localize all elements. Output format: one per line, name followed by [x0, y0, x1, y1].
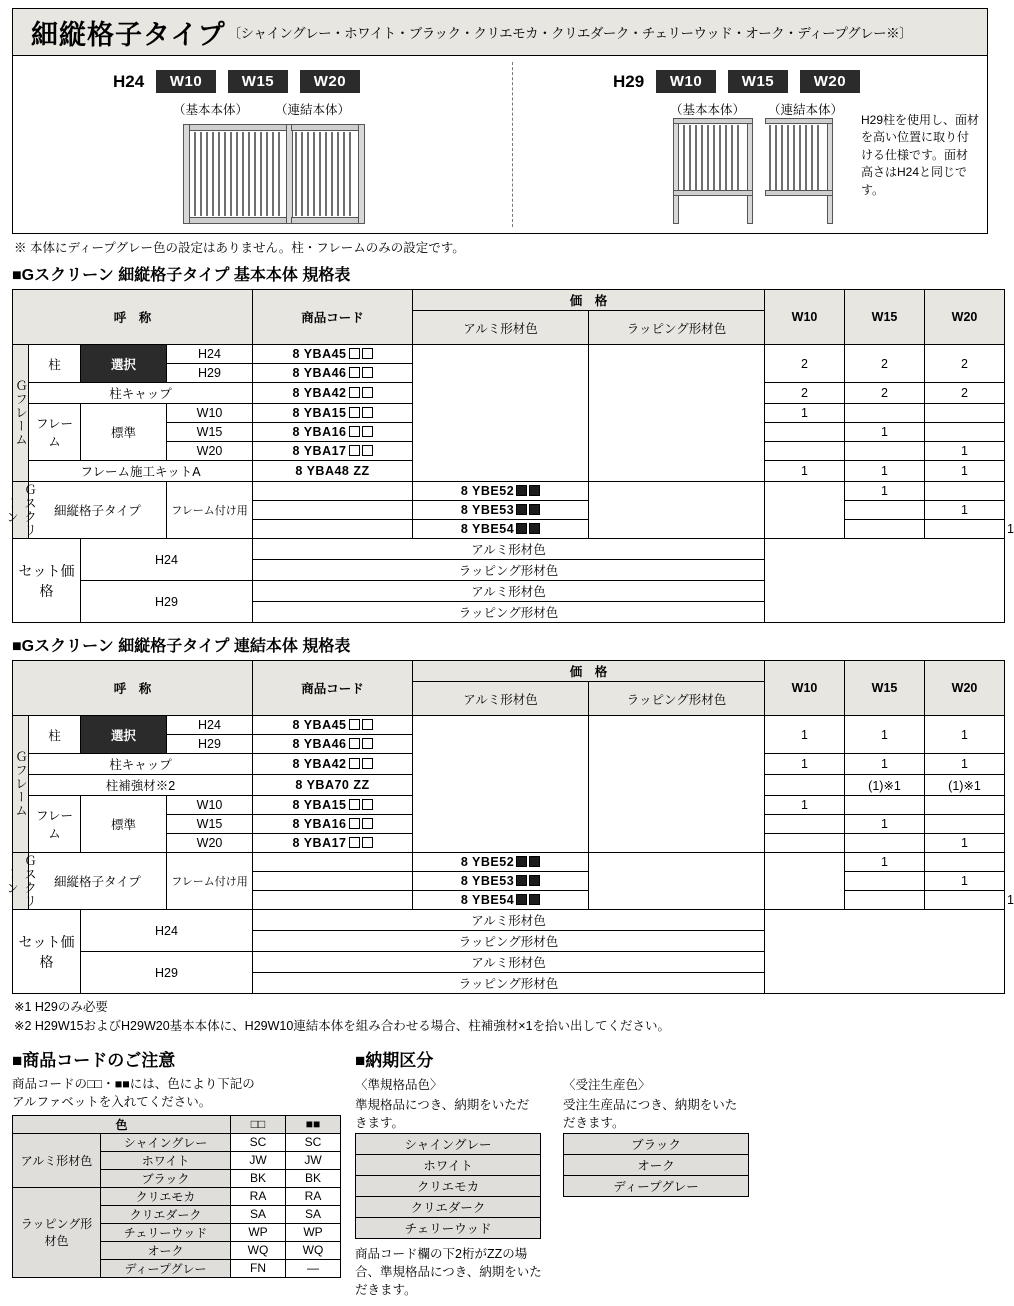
fence-illustration-h24-link [291, 124, 365, 224]
color-white-0: SC [231, 1133, 286, 1151]
delivery-order-item-1: オーク [564, 1154, 749, 1175]
color-black-7: — [286, 1259, 341, 1277]
delivery-block [355, 1046, 988, 1299]
t2-r5-w20 [925, 815, 1005, 834]
t1-r6-w15: 1 [845, 461, 925, 482]
delivery-order-table [563, 1133, 749, 1197]
chip-w20-left: W20 [300, 70, 360, 93]
t1-r3-w20 [925, 404, 1005, 423]
color-name-0: シャイングレー [101, 1133, 231, 1151]
t2-r6-w20: 1 [925, 834, 1005, 853]
t2-r5-w10 [765, 815, 845, 834]
color-white-4: SA [231, 1205, 286, 1223]
chip-w20-right: W20 [800, 70, 860, 93]
t2-setprice-kind-3: ラッピング形材色 [253, 973, 765, 994]
t1-r5-code: 8 YBA17 [253, 442, 413, 461]
color-black-1: JW [286, 1151, 341, 1169]
footnote-top: ※ 本体にディープグレー色の設定はありません。柱・フレームのみの設定です。 [14, 241, 465, 255]
list-item [356, 1196, 541, 1217]
t1-r0-c3: H24 [167, 345, 253, 364]
delivery-standard-table [355, 1133, 541, 1239]
t1-header-name: 呼 称 [13, 290, 253, 345]
color-table-header-white: □□ [231, 1115, 286, 1133]
t1-r4-c3: W15 [167, 423, 253, 442]
color-table-header-black: ■■ [286, 1115, 341, 1133]
delivery-standard-item-2: クリエモカ [356, 1175, 541, 1196]
t1-setprice-h29: H29 [81, 581, 253, 623]
t2-setprice-kind-0: アルミ形材色 [253, 910, 765, 931]
t1-setprice-label: セット価格 [13, 539, 81, 623]
t1-r0-w20: 2 [925, 345, 1005, 383]
t2-r7-w15 [925, 853, 1005, 872]
delivery-order-desc: 受注生産品につき、納期をいただきます。 [563, 1097, 738, 1130]
t2-setprice-h24: H24 [81, 910, 253, 952]
t1-r4-w20 [925, 423, 1005, 442]
t1-r3-c2: 標準 [81, 404, 167, 461]
t2-r2-w15: 1 [845, 754, 925, 775]
delivery-order-head: 〈受注生産色〉 [563, 1077, 651, 1092]
list-item [356, 1217, 541, 1238]
delivery-standard-item-1: ホワイト [356, 1154, 541, 1175]
t2-r4-c1: フレーム [29, 796, 81, 853]
t2-r5-w15: 1 [845, 815, 925, 834]
t1-r2-code: 8 YBA42 [253, 383, 413, 404]
code-note-title: ■商品コードのご注意 [12, 1050, 176, 1070]
color-white-2: BK [231, 1169, 286, 1187]
color-black-0: SC [286, 1133, 341, 1151]
caption-base-left: （基本本体） [173, 103, 249, 117]
caption-link-left: （連結本体） [275, 103, 351, 117]
t2-r4-w15 [845, 796, 925, 815]
color-black-6: WQ [286, 1241, 341, 1259]
section-title-table2: ■Gスクリーン 細縦格子タイプ 連結本体 規格表 [12, 638, 351, 655]
t1-r3-w10: 1 [765, 404, 845, 423]
t2-header-price-alumi: アルミ形材色 [413, 682, 589, 716]
t2-r0-w15: 1 [845, 716, 925, 754]
t1-r7-c2: フレーム付け用 [167, 482, 253, 539]
t1-r8-w10 [845, 501, 925, 520]
footnote-2: ※2 H29W15およびH29W20基本本体に、H29W10連結本体を組み合わせる場合、柱補強材×1を拾い出してください。 [14, 1018, 671, 1033]
illustration-note: H29柱を使用し、面材を高い位置に取り付ける仕様です。面材高さはH24と同じです。 [861, 113, 980, 197]
t2-r4-code: 8 YBA15 [253, 796, 413, 815]
table-row [13, 1187, 341, 1205]
delivery-standard-head: 〈準規格品色〉 [355, 1077, 443, 1092]
t2-r6-w15 [845, 834, 925, 853]
table-row [13, 1133, 341, 1151]
t2-setprice-label: セット価格 [13, 910, 81, 994]
t2-r2-code: 8 YBA42 [253, 754, 413, 775]
list-item [564, 1175, 749, 1196]
illustration-right-heading [613, 70, 860, 93]
t2-r3-w20: (1)※1 [925, 775, 1005, 796]
t2-r0-c2: 選択 [81, 716, 167, 754]
color-white-7: FN [231, 1259, 286, 1277]
t2-r0-c3: H24 [167, 716, 253, 735]
t2-r7-w10: 1 [845, 853, 925, 872]
t1-r4-code: 8 YBA16 [253, 423, 413, 442]
list-item [564, 1154, 749, 1175]
t2-group-gframe: Ｇフレーム [13, 716, 29, 853]
page-title: 細縦格子タイプ [31, 19, 226, 50]
t1-header-price: 価 格 [413, 290, 765, 311]
delivery-standard-desc: 準規格品につき、納期をいただきます。 [355, 1097, 530, 1130]
illustration-panel [12, 56, 988, 234]
t2-header-price-wrap: ラッピング形材色 [589, 682, 765, 716]
t1-r2-w15: 2 [845, 383, 925, 404]
t2-r9-w15 [925, 891, 1005, 910]
t2-r6-c3: W20 [167, 834, 253, 853]
delivery-order-col [563, 1075, 749, 1299]
t2-r1-code: 8 YBA46 [253, 735, 413, 754]
t2-r2-c1: 柱キャップ [29, 754, 253, 775]
delivery-note: 商品コード欄の下2桁がZZの場合、準規格品につき、納期をいただきます。 [355, 1246, 542, 1297]
section-title-table1: ■Gスクリーン 細縦格子タイプ 基本本体 規格表 [12, 267, 351, 284]
t1-group-gscreen: Ｇスクリーン [4, 483, 37, 537]
t2-r3-code: 8 YBA70 ZZ [253, 775, 413, 796]
fence-illustration-h29-base [673, 118, 753, 224]
t1-setprice-kind-1: ラッピング形材色 [253, 560, 765, 581]
t2-r8-w10 [845, 872, 925, 891]
t2-r0-w10: 1 [765, 716, 845, 754]
height-label-h29: H29 [613, 71, 645, 91]
t1-r6-code: 8 YBA48 ZZ [253, 461, 413, 482]
code-note-block [12, 1046, 341, 1299]
color-name-7: ディープグレー [101, 1259, 231, 1277]
t1-r8-code: 8 YBE53 [413, 501, 589, 520]
t1-r7-w10: 1 [845, 482, 925, 501]
t2-r7-code: 8 YBE52 [413, 853, 589, 872]
t2-r6-code: 8 YBA17 [253, 834, 413, 853]
caption-base-right: （基本本体） [670, 103, 746, 117]
t1-setprice-h24: H24 [81, 539, 253, 581]
delivery-order-item-0: ブラック [564, 1133, 749, 1154]
t2-header-w10: W10 [765, 661, 845, 716]
t2-r4-w20 [925, 796, 1005, 815]
t1-r7-w15 [925, 482, 1005, 501]
color-group-wrap: ラッピング形材色 [13, 1187, 101, 1277]
table-row [13, 716, 1005, 735]
delivery-title: ■納期区分 [355, 1050, 434, 1070]
delivery-standard-item-0: シャイングレー [356, 1133, 541, 1154]
t1-setprice-kind-3: ラッピング形材色 [253, 602, 765, 623]
panel-divider [512, 62, 513, 227]
t1-r0-c1: 柱 [29, 345, 81, 383]
t1-r4-w15: 1 [845, 423, 925, 442]
page-root [0, 8, 1014, 1306]
table-row [13, 482, 1005, 501]
t2-r3-w15: (1)※1 [845, 775, 925, 796]
list-item [356, 1154, 541, 1175]
list-item [356, 1133, 541, 1154]
t1-r5-w10 [765, 442, 845, 461]
t1-r4-w10 [765, 423, 845, 442]
t2-group-gscreen: Ｇスクリーン [4, 854, 37, 908]
color-name-3: クリエモカ [101, 1187, 231, 1205]
t2-header-code: 商品コード [253, 661, 413, 716]
table-row [13, 345, 1005, 364]
color-table-header-color: 色 [13, 1115, 231, 1133]
delivery-standard-item-3: クリエダーク [356, 1196, 541, 1217]
height-label-h24: H24 [113, 71, 145, 91]
t1-r0-c2: 選択 [81, 345, 167, 383]
color-black-5: WP [286, 1223, 341, 1241]
list-item [564, 1133, 749, 1154]
t2-r3-c1: 柱補強材※2 [29, 775, 253, 796]
table-row [13, 853, 1005, 872]
t1-r3-c3: W10 [167, 404, 253, 423]
color-white-3: RA [231, 1187, 286, 1205]
t1-r9-code: 8 YBE54 [413, 520, 589, 539]
table-row: 8 YBE54 1 [13, 891, 1005, 910]
spec-table-linked [4, 660, 1014, 994]
t1-r3-c1: フレーム [29, 404, 81, 461]
bottom-section [12, 1046, 988, 1299]
t1-r3-w15 [845, 404, 925, 423]
chip-w10-right: W10 [656, 70, 716, 93]
t2-r3-w10 [765, 775, 845, 796]
t2-r4-w10: 1 [765, 796, 845, 815]
t1-r9-w15 [925, 520, 1005, 539]
t1-r5-w20: 1 [925, 442, 1005, 461]
delivery-order-item-2: ディープグレー [564, 1175, 749, 1196]
t2-setprice-h29: H29 [81, 952, 253, 994]
t1-r7-c1: 細縦格子タイプ [29, 482, 167, 539]
t1-setprice-kind-2: アルミ形材色 [253, 581, 765, 602]
list-item [356, 1175, 541, 1196]
t1-header-w15: W15 [845, 290, 925, 345]
t2-r8-w15: 1 [925, 872, 1005, 891]
t1-setprice-kind-0: アルミ形材色 [253, 539, 765, 560]
t1-r2-w20: 2 [925, 383, 1005, 404]
footnote-1: ※1 H29のみ必要 [14, 1000, 108, 1014]
t1-r7-code: 8 YBE52 [413, 482, 589, 501]
color-name-2: ブラック [101, 1169, 231, 1187]
t1-header-w20: W20 [925, 290, 1005, 345]
t2-r2-w10: 1 [765, 754, 845, 775]
fence-illustration-h24-base [183, 124, 293, 224]
page-subtitle: 〔シャイングレー・ホワイト・ブラック・クリエモカ・クリエダーク・チェリーウッド・オーク・ディープグレー※〕 [227, 26, 913, 41]
t2-header-price: 価 格 [413, 661, 765, 682]
t1-r1-code: 8 YBA46 [253, 364, 413, 383]
t1-r2-w10: 2 [765, 383, 845, 404]
t2-r1-c3: H29 [167, 735, 253, 754]
t2-r4-c2: 標準 [81, 796, 167, 853]
chip-w10-left: W10 [156, 70, 216, 93]
color-name-5: チェリーウッド [101, 1223, 231, 1241]
t1-r1-c3: H29 [167, 364, 253, 383]
t1-header-w10: W10 [765, 290, 845, 345]
t2-r8-code: 8 YBE53 [413, 872, 589, 891]
color-name-4: クリエダーク [101, 1205, 231, 1223]
delivery-standard-item-4: チェリーウッド [356, 1217, 541, 1238]
page-header [12, 8, 988, 56]
table-row [13, 539, 1005, 560]
t2-r0-w20: 1 [925, 716, 1005, 754]
color-code-table [12, 1115, 341, 1278]
chip-w15-left: W15 [228, 70, 288, 93]
t1-r2-c1: 柱キャップ [29, 383, 253, 404]
color-name-6: オーク [101, 1241, 231, 1259]
t1-r3-code: 8 YBA15 [253, 404, 413, 423]
delivery-standard-col [355, 1075, 541, 1299]
t1-r5-w15 [845, 442, 925, 461]
t2-r5-c3: W15 [167, 815, 253, 834]
color-white-1: JW [231, 1151, 286, 1169]
t2-r5-code: 8 YBA16 [253, 815, 413, 834]
code-note-text: 商品コードの□□・■■には、色により下記の アルファベットを入れてください。 [12, 1076, 255, 1109]
color-white-5: WP [231, 1223, 286, 1241]
t1-r0-w15: 2 [845, 345, 925, 383]
t2-header-w15: W15 [845, 661, 925, 716]
t2-r7-c1: 細縦格子タイプ [29, 853, 167, 910]
t2-setprice-kind-2: アルミ形材色 [253, 952, 765, 973]
t2-r0-code: 8 YBA45 [253, 716, 413, 735]
t2-r0-c1: 柱 [29, 716, 81, 754]
t1-r5-c3: W20 [167, 442, 253, 461]
t2-r9-w10 [845, 891, 925, 910]
t2-header-w20: W20 [925, 661, 1005, 716]
table-row: 8 YBE54 1 [13, 520, 1005, 539]
t2-setprice-kind-1: ラッピング形材色 [253, 931, 765, 952]
t1-r6-w10: 1 [765, 461, 845, 482]
t1-header-code: 商品コード [253, 290, 413, 345]
t1-r9-w10 [845, 520, 925, 539]
chip-w15-right: W15 [728, 70, 788, 93]
color-black-4: SA [286, 1205, 341, 1223]
t1-r0-code: 8 YBA45 [253, 345, 413, 364]
t1-r6-w20: 1 [925, 461, 1005, 482]
color-black-2: BK [286, 1169, 341, 1187]
color-white-6: WQ [231, 1241, 286, 1259]
t1-r6-c1: フレーム施工キットA [29, 461, 253, 482]
t2-r6-w10 [765, 834, 845, 853]
t1-r0-w10: 2 [765, 345, 845, 383]
t1-group-gframe: Ｇフレーム [13, 345, 29, 482]
t2-r2-w20: 1 [925, 754, 1005, 775]
illustration-left-heading [113, 70, 360, 93]
color-name-1: ホワイト [101, 1151, 231, 1169]
t1-header-price-wrap: ラッピング形材色 [589, 311, 765, 345]
color-group-alumi: アルミ形材色 [13, 1133, 101, 1187]
spec-table-basic [4, 289, 1014, 623]
color-black-3: RA [286, 1187, 341, 1205]
t2-r4-c3: W10 [167, 796, 253, 815]
table-row [13, 910, 1005, 931]
fence-illustration-h29-link [765, 118, 833, 224]
t2-header-name: 呼 称 [13, 661, 253, 716]
t2-r9-code: 8 YBE54 [413, 891, 589, 910]
caption-link-right: （連結本体） [768, 103, 844, 117]
t2-r7-c2: フレーム付け用 [167, 853, 253, 910]
t1-r8-w15: 1 [925, 501, 1005, 520]
t1-header-price-alumi: アルミ形材色 [413, 311, 589, 345]
